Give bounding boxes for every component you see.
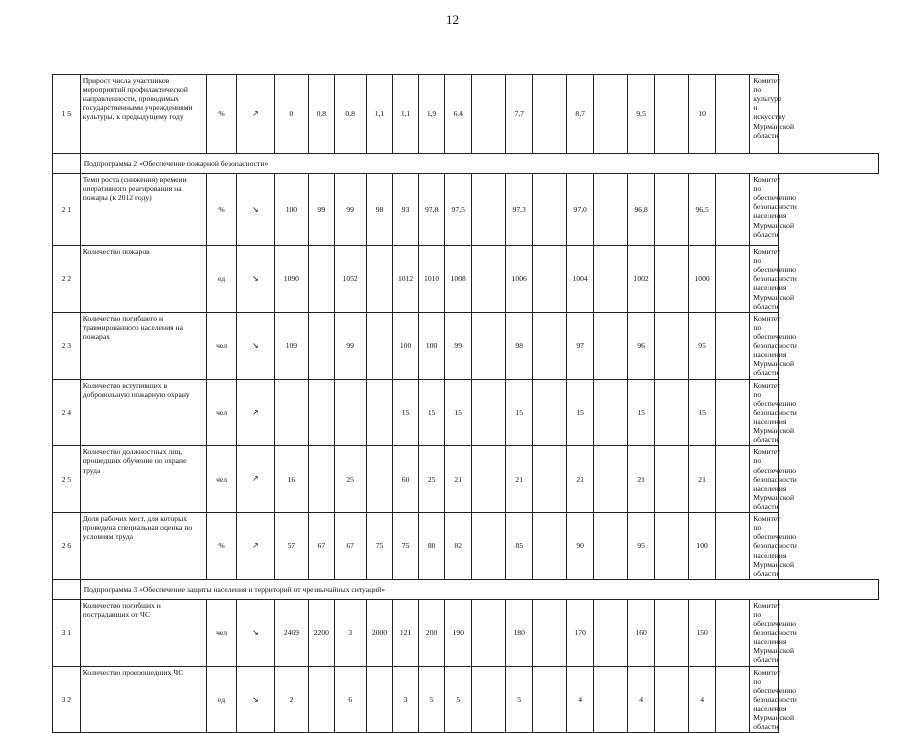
table-row [53,666,879,733]
value-cell: 190 [445,599,472,666]
value-cell: 97,0 [567,174,594,246]
value-cell: 57 [274,513,308,580]
value-cell: 1004 [567,246,594,313]
unit: ед [207,666,237,733]
row-number: 2 1 [53,174,81,246]
empty-cell [654,599,688,666]
value-cell: 1052 [334,246,366,313]
unit: % [207,75,237,154]
empty-cell [715,599,749,666]
row-number: 3 1 [53,599,81,666]
value-cell: 160 [628,599,655,666]
empty-cell [533,312,567,379]
table-row [53,75,879,154]
empty-cell [715,75,749,154]
responsible-body: Комитет по обеспечению безопасности населения Мурманской области [750,599,779,666]
value-cell: 8,7 [567,75,594,154]
value-cell: 97,5 [445,174,472,246]
value-cell: 0,8 [334,75,366,154]
value-cell: 99 [445,312,472,379]
value-cell: 5 [506,666,533,733]
trend-arrow-icon: ↗ [237,379,275,446]
value-cell: 1090 [274,246,308,313]
value-cell: 4 [628,666,655,733]
value-cell: 1,1 [393,75,419,154]
value-cell: 96,5 [689,174,716,246]
empty-cell [654,666,688,733]
value-cell: 21 [689,446,716,513]
empty-cell [593,246,627,313]
trend-arrow-icon: ↘ [237,312,275,379]
empty-cell [472,379,506,446]
value-cell [366,379,393,446]
value-cell: 100 [393,312,419,379]
value-cell: 95 [689,312,716,379]
value-cell [366,666,393,733]
responsible-body: Комитет по обеспечению безопасности населения Мурманской области [750,246,779,313]
value-cell: 15 [689,379,716,446]
empty-cell [533,174,567,246]
value-cell: 75 [366,513,393,580]
unit: % [207,513,237,580]
value-cell [309,246,335,313]
empty-cell [715,446,749,513]
value-cell [274,379,308,446]
value-cell: 7,7 [506,75,533,154]
empty-cell [472,174,506,246]
empty-cell [533,446,567,513]
empty-cell [533,513,567,580]
empty-cell [593,379,627,446]
value-cell [309,379,335,446]
value-cell: 90 [567,513,594,580]
empty-cell [715,246,749,313]
value-cell: 6 [334,666,366,733]
value-cell: 200 [418,599,445,666]
value-cell: 9,5 [628,75,655,154]
empty-cell [593,446,627,513]
empty-cell [472,599,506,666]
empty-cell [593,666,627,733]
value-cell: 150 [689,599,716,666]
value-cell [309,446,335,513]
trend-arrow-icon: ↘ [237,666,275,733]
empty-cell [53,579,81,599]
value-cell [366,312,393,379]
value-cell: 25 [334,446,366,513]
value-cell: 2 [274,666,308,733]
empty-cell [715,379,749,446]
empty-cell [593,75,627,154]
empty-cell [533,666,567,733]
trend-arrow-icon: ↘ [237,599,275,666]
value-cell: 85 [506,513,533,580]
indicator-name: Доля рабочих мест, для которых проведена специальная оценка по условиям труда [80,513,206,580]
unit: чел [207,599,237,666]
value-cell: 25 [418,446,445,513]
empty-cell [53,154,81,174]
trend-arrow-icon: ↗ [237,75,275,154]
value-cell: 82 [445,513,472,580]
value-cell: 170 [567,599,594,666]
indicator-name: Прирост числа участников мероприятий профилактической направленности, проводимых государственными учреждениями культуры, к предыдущему году [80,75,206,154]
value-cell: 100 [689,513,716,580]
empty-cell [715,666,749,733]
value-cell: 80 [418,513,445,580]
value-cell: 21 [445,446,472,513]
value-cell: 5 [418,666,445,733]
value-cell: 109 [274,312,308,379]
indicators-table [52,74,879,733]
indicator-name: Количество пожаров [80,246,206,313]
value-cell: 15 [567,379,594,446]
value-cell: 1000 [689,246,716,313]
table-row [53,379,879,446]
subprogram-title: Подпрограмма 3 «Обеспечение защиты населения и территорий от чрезвычайных ситуаций» [80,579,878,599]
responsible-body: Комитет по обеспечению безопасности населения Мурманской области [750,379,779,446]
value-cell: 3 [334,599,366,666]
value-cell: 99 [334,312,366,379]
responsible-body: Комитет по культуре и искусству Мурманской области [750,75,779,154]
value-cell: 98 [366,174,393,246]
value-cell: 96 [628,312,655,379]
table-row [53,513,879,580]
value-cell: 121 [393,599,419,666]
value-cell: 0 [274,75,308,154]
table-row [53,312,879,379]
value-cell: 2469 [274,599,308,666]
value-cell: 21 [567,446,594,513]
value-cell: 0,8 [309,75,335,154]
value-cell: 16 [274,446,308,513]
value-cell: 67 [309,513,335,580]
value-cell: 15 [393,379,419,446]
row-number: 1 5 [53,75,81,154]
value-cell: 180 [506,599,533,666]
row-number: 2 2 [53,246,81,313]
responsible-body: Комитет по обеспечению безопасности населения Мурманской области [750,312,779,379]
empty-cell [654,75,688,154]
value-cell: 99 [334,174,366,246]
value-cell: 1012 [393,246,419,313]
empty-cell [472,312,506,379]
value-cell [309,666,335,733]
value-cell: 97,8 [418,174,445,246]
value-cell: 2000 [366,599,393,666]
empty-cell [715,312,749,379]
value-cell: 3 [393,666,419,733]
value-cell: 15 [418,379,445,446]
value-cell: 1002 [628,246,655,313]
empty-cell [472,446,506,513]
row-number: 2 6 [53,513,81,580]
value-cell: 97,3 [506,174,533,246]
subprogram-title: Подпрограмма 2 «Обеспечение пожарной безопасности» [80,154,878,174]
value-cell: 95 [628,513,655,580]
value-cell: 2200 [309,599,335,666]
indicator-name: Количество погибших и пострадавших от ЧС [80,599,206,666]
empty-cell [654,513,688,580]
value-cell: 21 [628,446,655,513]
indicator-name: Количество произошедших ЧС [80,666,206,733]
unit: ед [207,246,237,313]
indicator-name: Темп роста (снижения) времени оперативного реагирования на пожары (к 2012 году) [80,174,206,246]
empty-cell [472,513,506,580]
empty-cell [472,75,506,154]
empty-cell [533,246,567,313]
trend-arrow-icon: ↗ [237,446,275,513]
value-cell [366,246,393,313]
value-cell: 1,9 [418,75,445,154]
table-row [53,446,879,513]
value-cell [309,312,335,379]
empty-cell [472,246,506,313]
indicator-name: Количество погибшего и травмированного населения на пожарах [80,312,206,379]
value-cell: 1006 [506,246,533,313]
row-number: 2 4 [53,379,81,446]
value-cell: 15 [445,379,472,446]
row-number: 2 5 [53,446,81,513]
empty-cell [593,174,627,246]
value-cell: 60 [393,446,419,513]
value-cell: 75 [393,513,419,580]
empty-cell [654,246,688,313]
empty-cell [533,379,567,446]
table-row [53,174,879,246]
responsible-body: Комитет по обеспечению безопасности населения Мурманской области [750,174,779,246]
value-cell: 15 [506,379,533,446]
value-cell: 67 [334,513,366,580]
unit: чел [207,379,237,446]
trend-arrow-icon: ↘ [237,174,275,246]
responsible-body: Комитет по обеспечению безопасности населения Мурманской области [750,446,779,513]
value-cell [366,446,393,513]
empty-cell [654,379,688,446]
trend-arrow-icon: ↘ [237,246,275,313]
subprogram-row [53,579,879,599]
value-cell: 100 [274,174,308,246]
indicator-name: Количество должностных лиц, прошедших обучение по охране труда [80,446,206,513]
value-cell: 100 [418,312,445,379]
responsible-body: Комитет по обеспечению безопасности населения Мурманской области [750,666,779,733]
empty-cell [533,599,567,666]
unit: чел [207,446,237,513]
value-cell: 6,4 [445,75,472,154]
value-cell: 5 [445,666,472,733]
empty-cell [715,513,749,580]
value-cell: 4 [689,666,716,733]
empty-cell [593,599,627,666]
value-cell: 10 [689,75,716,154]
value-cell: 97 [567,312,594,379]
value-cell: 15 [628,379,655,446]
value-cell: 1,1 [366,75,393,154]
value-cell: 4 [567,666,594,733]
row-number: 2 3 [53,312,81,379]
empty-cell [654,312,688,379]
value-cell: 96,8 [628,174,655,246]
empty-cell [654,174,688,246]
value-cell [334,379,366,446]
value-cell: 99 [309,174,335,246]
trend-arrow-icon: ↗ [237,513,275,580]
table-row [53,599,879,666]
value-cell: 93 [393,174,419,246]
row-number: 3 2 [53,666,81,733]
empty-cell [654,446,688,513]
empty-cell [533,75,567,154]
indicator-name: Количество вступивших в добровольную пожарную охрану [80,379,206,446]
unit: % [207,174,237,246]
value-cell: 1008 [445,246,472,313]
subprogram-row [53,154,879,174]
unit: чел [207,312,237,379]
table-row [53,246,879,313]
empty-cell [593,312,627,379]
empty-cell [593,513,627,580]
empty-cell [472,666,506,733]
responsible-body: Комитет по обеспечению безопасности населения Мурманской области [750,513,779,580]
value-cell: 1010 [418,246,445,313]
value-cell: 21 [506,446,533,513]
empty-cell [715,174,749,246]
page-number: 12 [446,12,459,27]
value-cell: 98 [506,312,533,379]
